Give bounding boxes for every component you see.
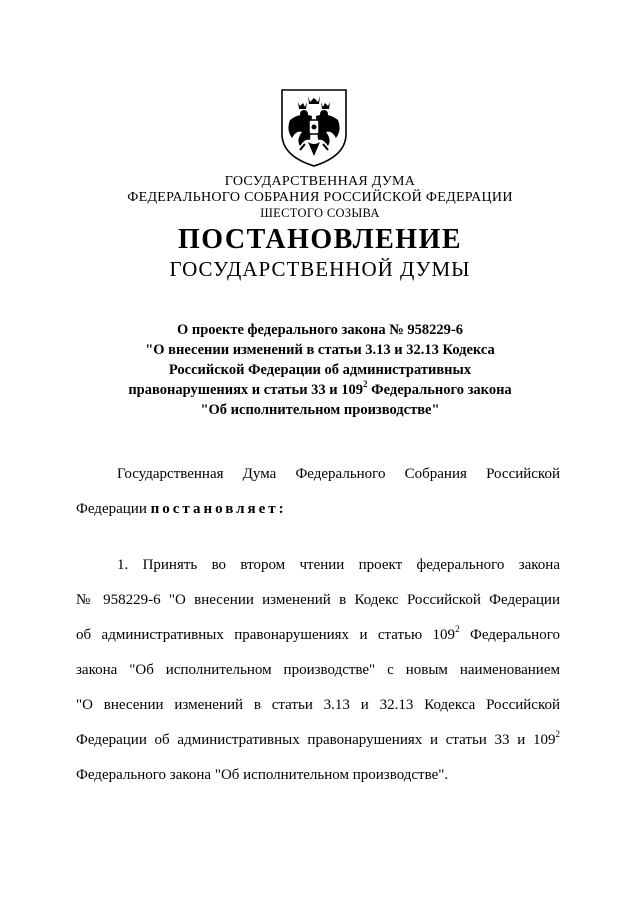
subject-line: О проекте федерального закона № 958229-6: [176, 322, 464, 338]
subject-text: Федерального закона: [367, 382, 512, 398]
convocation: ШЕСТОГО СОЗЫВА: [260, 206, 380, 220]
resolves-keyword: постановляет:: [150, 501, 287, 517]
subject-line: [100, 380, 540, 400]
preamble-line: Государственная Дума Федерального Собрания Российской: [117, 466, 560, 482]
subject-line: "О внесении изменений в статьи 3.13 и 32.13 Кодекса: [145, 342, 495, 358]
superscript: 2: [455, 624, 460, 634]
subject-text: правонарушениях и статьи 33 и 109: [128, 382, 364, 398]
paragraph-text: об административных правонарушениях и статью 109: [76, 627, 456, 643]
paragraph-line: закона "Об исполнительном производстве" с новым наименованием: [76, 662, 560, 678]
preamble-text: Федерации: [76, 501, 151, 517]
document-issuer-subtitle: ГОСУДАРСТВЕННОЙ ДУМЫ: [169, 257, 471, 281]
superscript: 2: [363, 379, 368, 390]
subject-line: "Об исполнительном производстве": [200, 402, 440, 418]
paragraph-text: Федерального: [459, 627, 560, 643]
assembly-name: ФЕДЕРАЛЬНОГО СОБРАНИЯ РОССИЙСКОЙ ФЕДЕРАЦИИ: [127, 190, 513, 205]
paragraph-line: 1. Принять во втором чтении проект федерального закона: [117, 557, 560, 573]
paragraph-line: Федерального закона "Об исполнительном производстве".: [76, 767, 449, 783]
paragraph-line: № 958229-6 "О внесении изменений в Кодекс Российской Федерации: [76, 592, 560, 608]
subject-line: Российской Федерации об административных: [168, 362, 472, 378]
paragraph-line: [76, 731, 560, 749]
chamber-name: ГОСУДАРСТВЕННАЯ ДУМА: [224, 174, 416, 189]
superscript: 2: [555, 729, 560, 739]
paragraph-line: "О внесении изменений в статьи 3.13 и 32.13 Кодекса Российской: [76, 697, 560, 713]
preamble-line: [76, 500, 560, 518]
paragraph-line: [76, 626, 560, 644]
coat-of-arms-icon: [272, 86, 356, 170]
paragraph-text: Федерации об административных правонарушениях и статьи 33 и 109: [76, 732, 556, 748]
document-type-title: ПОСТАНОВЛЕНИЕ: [177, 224, 463, 255]
